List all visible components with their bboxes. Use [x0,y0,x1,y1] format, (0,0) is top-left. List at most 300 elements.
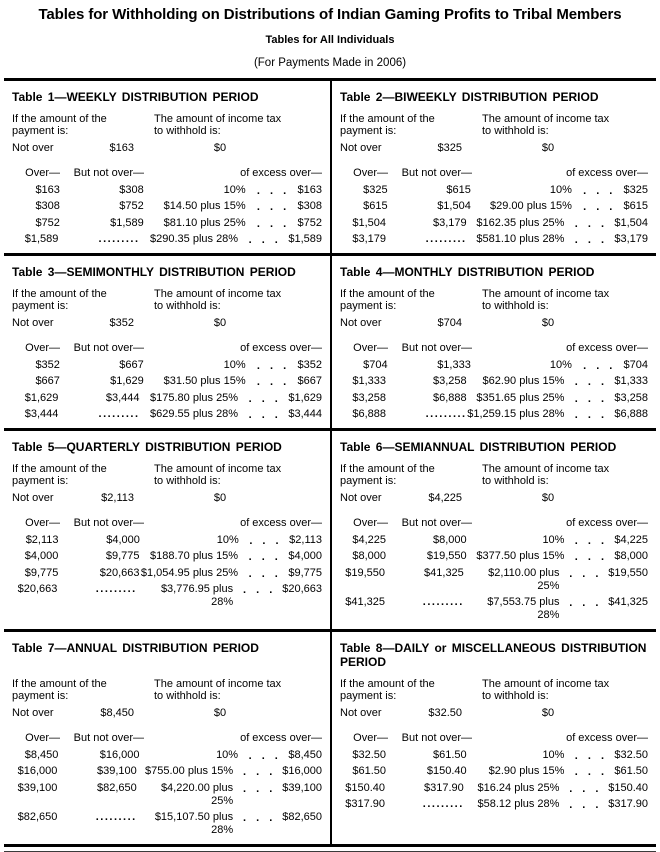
payment-header [340,463,482,487]
cell-no-upper-limit: ......... [98,408,140,420]
table-band-1 [4,81,656,256]
header-spacer [472,732,566,745]
over-header: Over— [25,342,60,354]
dots-leader: . . . [243,782,273,795]
cell-but-not-over: $3,258 [432,375,467,387]
table-band-3 [4,431,656,632]
cell-excess: $41,325 [608,596,648,608]
cell-tax: $2.90 plus 15% [488,765,565,777]
cell-excess: $150.40 [608,781,648,794]
not-over-amount: $32.50 [428,707,462,719]
withhold-header [154,678,322,702]
table-row [340,233,648,246]
payment-header [340,113,482,137]
dots-leader: . . . [248,551,278,563]
but-not-over-header: But not over— [73,517,144,529]
not-over-row [340,492,648,505]
cell-tax: 10% [542,748,565,761]
table-row [340,534,648,547]
cell-but-not-over: $19,550 [426,550,467,562]
not-over-amount: $2,113 [101,492,134,504]
cell-over: $19,550 [345,566,386,579]
table-row [12,233,322,246]
cell-over: $41,325 [345,596,386,608]
dots-leader: . . . [256,359,287,372]
withhold-header-line2: to withhold is: [482,690,549,702]
cell-over: $150.40 [345,781,386,794]
cell-excess: $32.50 [614,748,648,761]
table-row [12,408,322,421]
not-over-amount: $4,225 [428,492,462,504]
of-excess-over-header: of excess over— [240,517,322,529]
cell-excess: $317.90 [608,798,648,810]
cell-tax: $29.00 plus 15% [490,200,572,212]
payment-header-line1: If the amount of the [340,113,435,125]
dots-leader: . . . [243,584,273,596]
table-row [12,392,322,405]
cell-but-not-over: $39,100 [96,765,137,777]
withhold-header [482,678,648,702]
dots-leader: . . . [569,799,599,811]
payment-header [12,678,154,702]
tables-grid [4,78,656,847]
over-header: Over— [353,732,388,744]
cell-tax: $14.50 plus 15% [163,200,246,212]
not-over-label: Not over [12,142,54,154]
not-over-amount: $352 [109,317,134,329]
table-row [12,217,322,230]
over-header: Over— [353,342,388,354]
payment-header-line1: If the amount of the [12,288,107,300]
dots-leader: . . . [256,201,287,213]
dots-leader: . . . [574,217,605,230]
table-title: Table 5—QUARTERLY DISTRIBUTION PERIOD [12,440,282,454]
cell-tax: $3,776.95 plus 28% [160,583,234,608]
over-header: Over— [25,517,60,529]
column-headers [340,342,648,355]
table-row [340,217,648,230]
table-block-1 [4,81,332,253]
table-row [12,550,322,563]
withhold-header-line2: to withhold is: [154,475,221,487]
column-descriptions [340,463,648,487]
not-over-label: Not over [340,492,382,504]
table-block-3 [4,256,332,428]
table-title: Table 8—DAILY or MISCELLANEOUS DISTRIBUTION PERIOD [340,641,647,669]
of-excess-over-header: of excess over— [240,342,322,354]
cell-excess: $615 [623,200,648,212]
column-headers [12,167,322,180]
cell-excess: $704 [623,358,648,371]
table-row [12,534,322,547]
table-row [12,359,322,372]
table-row [12,200,322,213]
cell-over: $352 [35,358,60,371]
cell-excess: $352 [297,358,322,371]
cell-tax: 10% [549,358,572,371]
cell-tax: $62.90 plus 15% [482,375,565,387]
dots-leader: . . . [256,217,287,230]
cell-tax: 10% [223,183,246,196]
cell-excess: $8,450 [288,748,322,761]
cell-over: $1,629 [24,391,59,404]
dots-leader: . . . [569,597,599,609]
payment-header-line1: If the amount of the [340,463,435,475]
payment-header-line1: If the amount of the [12,113,107,125]
cell-over: $16,000 [17,765,58,777]
column-headers [340,732,648,745]
cell-excess: $667 [297,375,322,387]
table-row [12,749,322,762]
table-row [340,596,648,622]
cell-excess: $20,663 [282,583,323,595]
dots-leader: . . . [256,184,287,197]
cell-tax: $755.00 plus 15% [145,765,234,777]
withhold-header-line1: The amount of income tax [154,678,282,690]
cell-but-not-over: $8,000 [432,533,467,546]
cell-excess: $2,113 [289,533,322,546]
table-row [12,811,322,837]
over-header: Over— [25,167,60,179]
payment-header-line2: payment is: [12,475,69,487]
table-title: Table 4—MONTHLY DISTRIBUTION PERIOD [340,265,595,279]
over-header: Over— [353,517,388,529]
dots-leader: . . . [574,749,605,762]
table-title: Table 2—BIWEEKLY DISTRIBUTION PERIOD [340,90,599,104]
cell-excess: $4,000 [288,550,322,562]
table-row [340,567,648,593]
table-title: Table 1—WEEKLY DISTRIBUTION PERIOD [12,90,259,104]
not-over-amount: $163 [109,142,134,154]
not-over-amount: $704 [437,317,462,329]
cell-over: $61.50 [352,765,387,777]
header-spacer [144,342,240,355]
not-over-row [340,707,648,720]
withhold-header-line1: The amount of income tax [154,288,282,300]
withhold-zero: $0 [213,492,227,504]
not-over-label: Not over [12,492,54,504]
payment-header-line1: If the amount of the [12,463,107,475]
cell-but-not-over: $1,333 [437,358,471,371]
but-not-over-header: But not over— [401,167,472,179]
cell-excess: $82,650 [282,811,323,823]
table-row [340,392,648,405]
dots-leader: . . . [574,766,605,778]
not-over-amount: $325 [437,142,462,154]
cell-tax: $188.70 plus 15% [150,550,239,562]
not-over-row [12,142,322,155]
payment-header-line1: If the amount of the [340,678,435,690]
dots-leader: . . . [243,812,273,824]
dots-leader: . . . [583,201,613,213]
cell-tax: $377.50 plus 15% [476,550,565,562]
not-over-label: Not over [340,317,382,329]
table-row [12,765,322,778]
cell-excess: $16,000 [282,765,323,777]
payment-header [340,288,482,312]
cell-over: $704 [363,358,388,371]
of-excess-over-header: of excess over— [566,732,648,744]
cell-over: $1,589 [24,233,59,245]
withhold-header-line2: to withhold is: [482,125,549,137]
table-row [12,567,322,580]
cell-excess: $1,589 [288,233,322,245]
not-over-row [12,317,322,330]
cell-excess: $1,504 [614,216,648,229]
table-row [340,200,648,213]
not-over-row [340,317,648,330]
cell-excess: $3,444 [288,408,322,420]
cell-but-not-over: $1,629 [110,375,144,387]
cell-tax: $581.10 plus 28% [476,233,565,245]
header-spacer [144,517,240,530]
cell-no-upper-limit: ......... [422,596,464,608]
withhold-zero: $0 [213,707,227,719]
cell-but-not-over: $308 [119,183,144,196]
cell-but-not-over: $1,589 [110,216,144,229]
of-excess-over-header: of excess over— [566,342,648,354]
cell-excess: $308 [297,200,322,212]
dots-leader: . . . [569,782,599,795]
cell-but-not-over: $3,444 [105,391,140,404]
cell-but-not-over: $61.50 [432,748,467,761]
table-row [12,782,322,808]
dots-leader: . . . [574,392,605,405]
dots-leader: . . . [256,376,287,388]
header-spacer [472,167,566,180]
payment-header [12,463,154,487]
cell-no-upper-limit: ......... [95,811,137,823]
withhold-header-line2: to withhold is: [482,300,549,312]
not-over-label: Not over [340,142,382,154]
cell-excess: $8,000 [614,550,648,562]
table-title: Table 3—SEMIMONTHLY DISTRIBUTION PERIOD [12,265,296,279]
cell-but-not-over: $3,179 [432,216,467,229]
cell-over: $3,258 [352,391,387,404]
table-block-6 [332,431,656,629]
cell-tax: 10% [216,748,239,761]
cell-excess: $39,100 [282,781,323,794]
cell-over: $317.90 [345,798,386,810]
dots-leader: . . . [243,766,273,778]
withhold-header-line1: The amount of income tax [482,288,610,300]
cell-over: $1,504 [352,216,387,229]
not-over-row [12,492,322,505]
cell-tax: 10% [216,533,239,546]
cell-excess: $6,888 [614,408,648,420]
table-title: Table 7—ANNUAL DISTRIBUTION PERIOD [12,641,259,655]
not-over-amount: $8,450 [100,707,134,719]
withhold-header [482,463,648,487]
withhold-zero: $0 [213,142,227,154]
but-not-over-header: But not over— [401,732,472,744]
table-band-2 [4,256,656,431]
cell-but-not-over: $6,888 [432,391,467,404]
not-over-label: Not over [12,707,54,719]
table-row [340,782,648,795]
withhold-header-line1: The amount of income tax [154,463,282,475]
cell-excess: $9,775 [288,566,322,579]
column-descriptions [340,288,648,312]
table-row [340,184,648,197]
header-spacer [144,167,240,180]
not-over-label: Not over [340,707,382,719]
column-descriptions [12,288,322,312]
cell-tax: $16.24 plus 25% [477,781,560,794]
withhold-zero: $0 [541,317,555,329]
cell-tax: $290.35 plus 28% [150,233,239,245]
table-row [340,375,648,388]
page-subtitle: Tables for All Individuals [265,34,395,46]
cell-over: $9,775 [24,566,59,579]
cell-tax: 10% [549,183,572,196]
withhold-header-line2: to withhold is: [154,125,221,137]
cell-over: $163 [35,183,60,196]
dots-leader: . . . [249,534,279,547]
of-excess-over-header: of excess over— [240,732,322,744]
table-row [340,359,648,372]
cell-over: $3,444 [24,408,59,420]
dots-leader: . . . [569,567,599,580]
cell-but-not-over: $41,325 [424,566,464,579]
header-spacer [472,342,566,355]
cell-but-not-over: $16,000 [99,748,140,761]
but-not-over-header: But not over— [73,342,144,354]
dots-leader: . . . [574,376,605,388]
withhold-header [482,288,648,312]
dots-leader: . . . [583,359,613,372]
withhold-header-line1: The amount of income tax [482,113,610,125]
cell-no-upper-limit: ......... [425,233,467,245]
column-descriptions [340,678,648,702]
withhold-header-line1: The amount of income tax [482,463,610,475]
cell-over: $308 [35,200,60,212]
but-not-over-header: But not over— [401,517,472,529]
cell-over: $667 [35,375,60,387]
cell-excess: $1,629 [288,391,322,404]
cell-over: $8,450 [24,748,59,761]
cell-over: $4,000 [24,550,59,562]
column-descriptions [12,113,322,137]
withhold-zero: $0 [541,142,555,154]
withhold-header-line2: to withhold is: [154,690,221,702]
dots-leader: . . . [574,234,605,246]
column-descriptions [12,678,322,702]
cell-over: $1,333 [352,375,387,387]
cell-over: $615 [363,200,388,212]
cell-but-not-over: $9,775 [105,550,140,562]
withhold-zero: $0 [541,492,555,504]
cell-but-not-over: $4,000 [106,533,140,546]
withhold-zero: $0 [213,317,227,329]
table-block-4 [332,256,656,428]
dots-leader: . . . [574,551,605,563]
column-descriptions [12,463,322,487]
column-headers [340,167,648,180]
table-block-7 [4,632,332,844]
cell-tax: $351.65 plus 25% [476,391,565,404]
payment-header-line2: payment is: [340,475,397,487]
withhold-header [154,463,322,487]
but-not-over-header: But not over— [73,167,144,179]
page-title: Tables for Withholding on Distributions of Indian Gaming Profits to Tribal Members [38,6,622,23]
over-header: Over— [25,732,60,744]
cell-tax: $31.50 plus 15% [163,375,246,387]
cell-but-not-over: $752 [119,200,144,212]
payment-header [12,113,154,137]
payment-header-line2: payment is: [12,125,69,137]
payment-header-line2: payment is: [340,125,397,137]
table-row [340,765,648,778]
of-excess-over-header: of excess over— [240,167,322,179]
withhold-header [154,288,322,312]
cell-tax: $58.12 plus 28% [477,798,560,810]
cell-tax: $2,110.00 plus 25% [488,566,560,592]
withhold-zero: $0 [541,707,555,719]
table-row [340,550,648,563]
payment-header-line2: payment is: [12,690,69,702]
dots-leader: . . . [248,749,278,762]
header-spacer [472,517,566,530]
cell-tax: 10% [223,358,246,371]
cell-excess: $1,333 [614,375,648,387]
table-row [12,184,322,197]
cell-tax: $7,553.75 plus 28% [487,596,560,621]
cell-no-upper-limit: ......... [422,798,464,810]
cell-excess: $4,225 [614,533,648,546]
dots-leader: . . . [248,392,278,405]
cell-tax: $4,220.00 plus 25% [160,781,234,807]
dots-leader: . . . [248,234,278,246]
cell-over: $20,663 [17,583,58,595]
payment-header [340,678,482,702]
cell-tax: $162.35 plus 25% [476,216,565,229]
cell-over: $4,225 [352,533,387,546]
cell-but-not-over: $20,663 [99,566,140,579]
withhold-header-line1: The amount of income tax [154,113,282,125]
but-not-over-header: But not over— [73,732,144,744]
of-excess-over-header: of excess over— [566,517,648,529]
but-not-over-header: But not over— [401,342,472,354]
cell-over: $752 [35,216,60,229]
not-over-row [340,142,648,155]
cell-over: $6,888 [352,408,387,420]
cell-tax: $15,107.50 plus 28% [154,811,234,836]
table-row [12,375,322,388]
table-block-5 [4,431,332,629]
column-headers [12,517,322,530]
cell-no-upper-limit: ......... [425,408,467,420]
cell-excess: $61.50 [614,765,648,777]
cell-over: $82,650 [17,811,58,823]
withhold-header-line2: to withhold is: [154,300,221,312]
withhold-header [154,113,322,137]
over-header: Over— [353,167,388,179]
cell-tax: $81.10 plus 25% [163,216,246,229]
cell-tax: $1,259.15 plus 28% [467,408,565,420]
cell-over: $3,179 [352,233,387,245]
payment-header-line2: payment is: [340,690,397,702]
table-title: Table 6—SEMIANNUAL DISTRIBUTION PERIOD [340,440,617,454]
column-headers [340,517,648,530]
cell-tax: 10% [542,533,565,546]
table-row [12,583,322,609]
withhold-header [482,113,648,137]
header-spacer [144,732,240,745]
table-row [340,798,648,811]
not-over-row [12,707,322,720]
not-over-label: Not over [12,317,54,329]
